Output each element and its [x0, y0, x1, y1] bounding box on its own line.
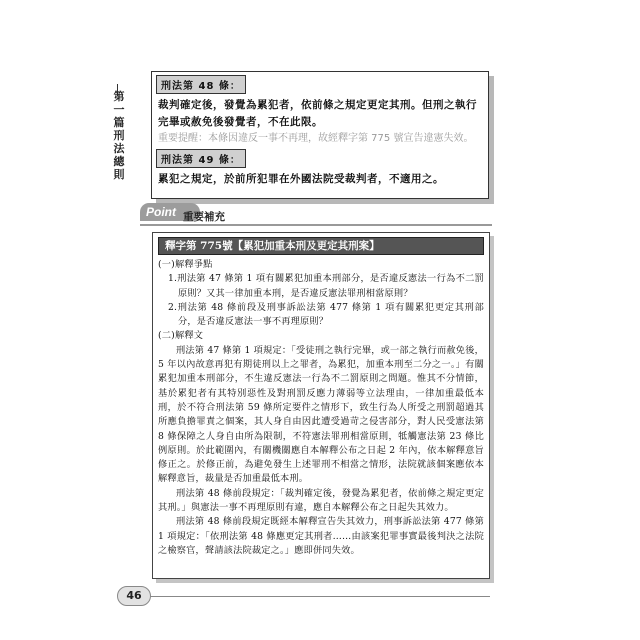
law-article-box [151, 71, 489, 199]
point-rule [140, 224, 492, 226]
supplement-header: 釋字第 775號【累犯加重本刑及更定其刑案】 [158, 237, 484, 255]
point-badge: Point [140, 203, 200, 221]
law49-tag: 刑法第 49 條： [156, 149, 246, 168]
issue-item: 1.刑法第 47 條第 1 項有關累犯加重本刑部分，是否違反憲法一行為不二罰原則？又其一律加重本刑，是否違反憲法罪刑相當原則？ [168, 273, 484, 299]
law48-text: 裁判確定後，發覺為累犯者，依前條之規定更定其刑。但刑之執行完畢或赦免後發覺者，不在此限。 [158, 99, 477, 128]
chapter-label: 第一篇 刑法總則 [113, 90, 136, 181]
interpretation-paragraph: 刑法第 47 條第 1 項規定：「受徒刑之執行完畢，或一部之執行而赦免後，5 年以內故意再犯有期徒刑以上之罪者，為累犯，加重本刑至二分之一。」有關累犯加重本刑部分，不生違反憲法一行為不二罰原則之問題。惟其不分情節，基於累犯者有其特別惡性及對刑罰反應力薄弱等立法理由，一律加重最低本刑，於不符合刑法第 59 條所定要件之情形下，致生行為人所受之刑罰超過其所應負擔罪責之個案，其人身自由因此遭受過苛之侵害部分，對人民受憲法第 8 條保障之人身自由所為限制，不符憲法罪刑相當原則，牴觸憲法第 23 條比例原則。於此範圍內，有關機關應自本解釋公布之日起 2 年內，依本解釋意旨修正之。於修正前，為避免發生上述罪刑不相當之情形，法院就該個案應依本解釋意旨，裁量是否加重最低本刑。 [158, 344, 484, 485]
section-title-issues: (一)解釋爭點 [158, 259, 213, 270]
supplement-box [152, 232, 490, 579]
law48-remind: 重要提醒：本條因違反一事不再理，故經釋字第 775 號宣告違憲失效。 [158, 133, 474, 144]
law48-tag: 刑法第 48 條： [156, 75, 246, 94]
supplement-body [153, 258, 489, 558]
section-title-interpretation: (二)解釋文 [158, 330, 204, 342]
page-number: 46 [117, 586, 151, 606]
footer-rule [150, 596, 490, 597]
interpretation-paragraph: 刑法第 48 條前段規定：「裁判確定後，發覺為累犯者，依前條之規定更定其刑。」與憲法一事不再理原則有違，應自本解釋公布之日起失其效力。 [158, 487, 484, 514]
interpretation-paragraph: 刑法第 48 條前段規定既經本解釋宣告失其效力，刑事訴訟法第 477 條第 1 項規定：「依刑法第 48 條應更定其刑者……由該案犯罪事實最後判決之法院之檢察官，聲請該法院裁定之。」應即併同失效。 [158, 516, 484, 556]
issue-item: 2.刑法第 48 條前段及刑事訴訟法第 477 條第 1 項有關累犯更定其刑部分，是否違反憲法一事不再理原則？ [168, 301, 484, 328]
law49-text: 累犯之規定，於前所犯罪在外國法院受裁判者，不適用之。 [158, 173, 444, 185]
point-title: 重要補充 [183, 211, 225, 223]
